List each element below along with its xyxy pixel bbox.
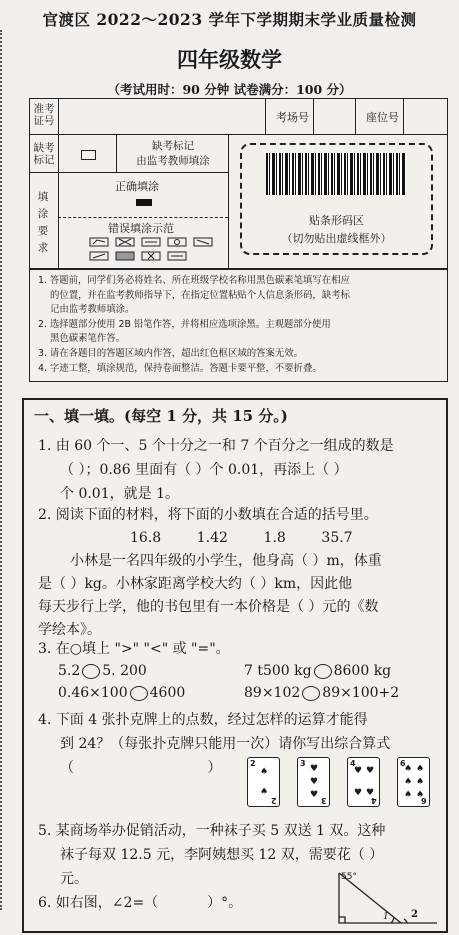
- spade-icon: ♠: [416, 777, 425, 787]
- q3-item-c: [58, 684, 185, 702]
- room-label: 考场号: [276, 111, 309, 124]
- q3-a-left: 5.2: [58, 663, 81, 679]
- admit-label: 准考证号: [33, 103, 55, 127]
- playing-card: [397, 757, 430, 807]
- card-rank: 3: [321, 796, 327, 805]
- playing-card: [247, 757, 280, 807]
- absent-note-1: 缺考标记: [152, 140, 194, 152]
- spade-icon: ♠: [404, 777, 413, 787]
- q1-line2: （ ）；0.86 里面有（ ）个 0.01，再添上（ ）: [60, 462, 348, 478]
- q3-d-left: 89×102: [244, 685, 301, 701]
- wrong-fill-label: 错误填涂示范: [108, 222, 174, 235]
- card-rank: 4: [371, 796, 377, 805]
- spade-icon: ♠: [260, 787, 269, 797]
- subject-title: 四年级数学: [177, 48, 282, 72]
- angle-55-label: 55°: [341, 872, 357, 882]
- note-line: 2. 选择题部分使用 2B 铅笔作答，并将相应选项涂黑。主观题部分使用: [38, 318, 331, 330]
- compare-circle[interactable]: [314, 664, 332, 679]
- q2-numbers: 16.8 1.42 1.8 35.7: [130, 530, 353, 546]
- barcode-warning: （切勿贴出虚线框外）: [281, 232, 392, 245]
- binding-margin: [0, 30, 5, 910]
- q3-a-right: 5. 200: [102, 663, 147, 679]
- heart-icon: ♥: [354, 788, 363, 798]
- card-rank: 4: [350, 759, 356, 768]
- absent-label: 缺考标记: [33, 142, 55, 166]
- info-table: [29, 98, 448, 269]
- absent-checkbox[interactable]: [81, 150, 96, 160]
- compare-circle[interactable]: [302, 686, 320, 701]
- angle-1-label: 1: [383, 912, 389, 922]
- heart-icon: ♥: [310, 777, 319, 787]
- q3-b-right: 8600 kg: [333, 663, 392, 679]
- q2-line2: 小林是一名四年级的小学生，他身高（ ）m，体重: [70, 553, 382, 569]
- spade-icon: ♠: [260, 767, 269, 777]
- room-field[interactable]: [315, 101, 353, 132]
- card-rank: 6: [421, 796, 427, 805]
- correct-fill-label: 正确填涂: [115, 180, 159, 193]
- exam-title: 官渡区 2022～2023 学年下学期期末学业质量检测: [42, 10, 417, 29]
- heart-icon: ♥: [354, 766, 363, 776]
- compare-circle[interactable]: [130, 686, 148, 701]
- q2-line5: 学绘本》。: [38, 622, 101, 638]
- spade-icon: ♠: [404, 764, 413, 774]
- q5-line2: 袜子每双 12.5 元，李阿姨想买 12 双，需要花（ ）: [60, 847, 384, 863]
- card-rank: 2: [250, 759, 256, 768]
- correct-fill-sample: [136, 199, 152, 206]
- q5-line1: 5. 某商场举办促销活动，一种袜子买 5 双送 1 双。这种: [38, 823, 386, 839]
- admit-number-field[interactable]: [60, 101, 263, 132]
- q3-item-d: [244, 684, 399, 702]
- card-rank: 3: [300, 759, 306, 768]
- note-line: 黑色碳素笔作答。: [50, 333, 126, 345]
- barcode-area: [240, 143, 433, 255]
- heart-icon: ♥: [310, 790, 319, 800]
- note-line: 的位置，并在监考教师指导下，在指定位置粘贴个人信息条形码，缺考标: [50, 289, 351, 301]
- q4-line3: （ ）: [60, 760, 222, 776]
- angle-figure: [333, 869, 443, 929]
- card-rank: 2: [271, 796, 277, 805]
- q6-line1: 6. 如右图，∠2=（ ）°。: [38, 895, 243, 911]
- playing-card: [297, 757, 330, 807]
- q1-line3: 个 0.01，就是 1。: [60, 486, 179, 502]
- card-rank: 6: [400, 759, 406, 768]
- q3-c-left: 0.46×100: [58, 685, 128, 701]
- note-line: 记由监考教师填涂。: [50, 304, 135, 316]
- barcode-graphic: [266, 153, 406, 195]
- q3-b-left: 7 t500 kg: [244, 663, 312, 679]
- q4-line1: 4. 下面 4 张扑克牌上的点数，经过怎样的运算才能得: [38, 712, 368, 728]
- playing-card: [347, 757, 380, 807]
- q3-d-right: 89×100+2: [322, 685, 400, 701]
- angle-2-label: 2: [411, 909, 418, 920]
- wrong-fill-samples: [88, 236, 218, 264]
- spade-icon: ♠: [404, 790, 413, 800]
- spade-icon: ♠: [416, 790, 425, 800]
- seat-label: 座位号: [366, 111, 399, 124]
- q1-line1: 1. 由 60 个一、5 个十分之一和 7 个百分之一组成的数是: [38, 438, 394, 454]
- barcode-label: 贴条形码区: [309, 214, 364, 227]
- q3-item-a: [58, 662, 147, 680]
- compare-circle[interactable]: [82, 664, 100, 679]
- q3-c-right: 4600: [149, 685, 186, 701]
- q2-line1: 2. 阅读下面的材料，将下面的小数填在合适的括号里。: [38, 507, 378, 523]
- heart-icon: ♥: [366, 766, 375, 776]
- heart-icon: ♥: [310, 764, 319, 774]
- section-title: 一、填一填。(每空 1 分，共 15 分。): [34, 407, 288, 425]
- seat-field[interactable]: [405, 101, 445, 132]
- note-line: 1. 答题前，同学们务必将姓名、所在班级学校名称用黑色碳素笔填写在相应: [38, 275, 350, 286]
- spade-icon: ♠: [416, 764, 425, 774]
- absent-note-2: 由监考教师填涂: [136, 155, 210, 167]
- q4-line2: 到 24？（每张扑克牌只能用一次）请你写出综合算式: [60, 736, 391, 752]
- exam-info: （考试用时：90 分钟 试卷满分：100 分）: [107, 82, 352, 97]
- q5-line3: 元。: [60, 871, 88, 887]
- fill-label: 填涂要求: [37, 191, 49, 254]
- q3-line1: 3. 在○填上 ">" "<" 或 "="。: [38, 641, 230, 657]
- note-line: 3. 请在各题目的答题区域内作答，超出红色框区域的答案无效。: [38, 347, 304, 359]
- note-line: 4. 字迹工整，填涂规范，保持卷面整洁。答题卡要平整，不要折叠。: [38, 362, 322, 374]
- q3-item-b: [244, 662, 391, 680]
- notes-box: [29, 269, 448, 382]
- q2-line4: 每天步行上学，他的书包里有一本价格是（ ）元的《数: [38, 599, 379, 615]
- heart-icon: ♥: [366, 788, 375, 798]
- q2-line3: 是（ ）kg。小林家距离学校大约（ ）km，因此他: [38, 576, 353, 592]
